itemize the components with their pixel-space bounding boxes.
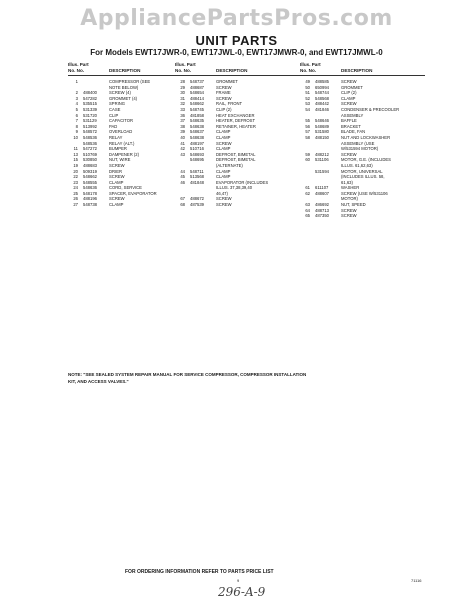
illus-number: 9 bbox=[75, 129, 78, 135]
illus-number: 64 bbox=[305, 207, 310, 213]
part-description: CLAMP bbox=[216, 129, 231, 135]
part-number: 486692 bbox=[315, 202, 329, 208]
part-number: 488687 bbox=[190, 84, 204, 90]
part-description: BUMPER bbox=[109, 146, 127, 152]
illus-number: 30 bbox=[180, 90, 185, 96]
illus-number: 1 bbox=[75, 79, 78, 84]
part-description: BAFFLE bbox=[341, 118, 357, 124]
parts-rows bbox=[175, 79, 315, 208]
illus-number: 37 bbox=[180, 118, 185, 124]
part-description: MOTOR) bbox=[341, 196, 358, 202]
part-description: SCREW bbox=[216, 196, 232, 202]
part-number: 488414 bbox=[190, 95, 204, 101]
part-description: RETAINER, HEATER bbox=[216, 123, 256, 129]
part-number: 548536 bbox=[83, 134, 97, 140]
part-number: 488607 bbox=[315, 190, 329, 196]
part-number: 509319 bbox=[83, 168, 97, 174]
part-number: 531594 bbox=[315, 168, 329, 174]
illus-number: 19 bbox=[73, 162, 78, 168]
part-description: FRAME bbox=[216, 90, 231, 96]
column-header bbox=[175, 62, 315, 79]
part-number: 548636 bbox=[83, 185, 97, 191]
illus-number: 2 bbox=[75, 90, 78, 96]
part-description: 46,47) bbox=[216, 190, 228, 196]
illus-number: 3 bbox=[75, 95, 78, 101]
part-description: CLAMP bbox=[216, 174, 231, 180]
part-number: 488672 bbox=[190, 196, 204, 202]
part-number: 548637 bbox=[190, 129, 204, 135]
illus-number: 60 bbox=[305, 157, 310, 163]
part-number: 513568 bbox=[190, 174, 204, 180]
part-description: NUT AND LOCKWASHER bbox=[341, 134, 391, 140]
illus-number: 65 bbox=[305, 213, 310, 219]
header-line2: No. No. bbox=[300, 68, 317, 73]
illus-number: 43 bbox=[180, 151, 185, 157]
part-description: SCREW (USE W/531106 bbox=[341, 190, 388, 196]
header-description: DESCRIPTION bbox=[109, 68, 141, 73]
part-description: CASE bbox=[109, 106, 121, 112]
part-number: 531129 bbox=[83, 118, 97, 124]
illus-number: 57 bbox=[305, 129, 310, 135]
part-description: SCREW bbox=[216, 202, 232, 208]
part-description: (INCLUDES ILLUS. 58, bbox=[341, 174, 385, 180]
parts-column-2 bbox=[175, 62, 315, 208]
illus-number: 52 bbox=[305, 95, 310, 101]
part-number: 548745 bbox=[190, 106, 204, 112]
part-description: DRIER bbox=[109, 168, 123, 174]
part-number: 611107 bbox=[315, 185, 329, 191]
part-number: 531106 bbox=[315, 157, 329, 163]
part-description: COMPRESSOR (SEE bbox=[109, 79, 151, 84]
part-number: 487350 bbox=[315, 213, 329, 219]
part-number: 488196 bbox=[83, 196, 97, 202]
part-description: CLAMP bbox=[341, 95, 356, 101]
illus-number: 54 bbox=[305, 106, 310, 112]
part-number: 548662 bbox=[190, 101, 204, 107]
illus-number: 20 bbox=[73, 168, 78, 174]
part-description: SCREW bbox=[216, 140, 232, 146]
part-description: CLIP (2) bbox=[341, 90, 357, 96]
part-number: 548737 bbox=[190, 79, 204, 84]
illus-number: 40 bbox=[180, 134, 185, 140]
part-number: 548744 bbox=[315, 90, 329, 96]
part-description: CLAMP bbox=[216, 168, 231, 174]
illus-number: 13 bbox=[73, 151, 78, 157]
part-number: 513992 bbox=[83, 123, 97, 129]
illus-number: 63 bbox=[305, 202, 310, 208]
part-description: ILLUS. 61,62,63) bbox=[341, 162, 373, 168]
part-description: WASHER bbox=[341, 185, 360, 191]
page-title: UNIT PARTS bbox=[195, 33, 278, 48]
part-description: NUT, SPEED bbox=[341, 202, 366, 208]
illus-number: 59 bbox=[305, 151, 310, 157]
illus-number: 25 bbox=[73, 190, 78, 196]
part-description: RELAY bbox=[109, 134, 123, 140]
part-description: SCREW bbox=[109, 162, 125, 168]
illus-number: 53 bbox=[305, 101, 310, 107]
illus-number: 46 bbox=[180, 179, 185, 185]
part-number: 510769 bbox=[83, 151, 97, 157]
part-number: 548568 bbox=[315, 95, 329, 101]
header-rule bbox=[300, 75, 425, 76]
header-description: DESCRIPTION bbox=[341, 68, 373, 73]
page-number: 9 bbox=[237, 578, 240, 583]
part-number: 481858 bbox=[190, 112, 204, 118]
part-number: 548638 bbox=[190, 134, 204, 140]
part-description: SPACER, EVAPORATOR bbox=[109, 190, 157, 196]
document-code: 71116 bbox=[411, 578, 422, 583]
header-description: DESCRIPTION bbox=[216, 68, 248, 73]
part-description: SCREW bbox=[216, 84, 232, 90]
illus-number: 24 bbox=[73, 185, 78, 191]
part-number: 548635 bbox=[190, 118, 204, 124]
part-description: DEFROST, BIMETAL bbox=[216, 157, 256, 163]
illus-number: 6 bbox=[75, 112, 78, 118]
part-number: 530850 bbox=[83, 157, 97, 163]
part-description: SCREW bbox=[341, 79, 357, 84]
part-description: SPRING bbox=[109, 101, 126, 107]
part-number: 488400 bbox=[83, 90, 97, 96]
part-description: ASSEMBLY bbox=[341, 112, 364, 118]
part-description: GROMMET bbox=[341, 84, 363, 90]
part-number: 548178 bbox=[83, 190, 97, 196]
part-number: 548689 bbox=[315, 123, 329, 129]
illus-number: 51 bbox=[305, 90, 310, 96]
part-description: GROMMET bbox=[216, 79, 238, 84]
part-description: DAMPENER (2) bbox=[109, 151, 140, 157]
part-number: 548654 bbox=[190, 90, 204, 96]
illus-number: 56 bbox=[305, 123, 310, 129]
part-number: 548572 bbox=[83, 129, 97, 135]
part-number: 487539 bbox=[190, 202, 204, 208]
part-description: SCREW (4) bbox=[109, 90, 131, 96]
table-row bbox=[300, 213, 440, 219]
handwritten-note: 296-A-9 bbox=[218, 585, 266, 599]
part-number: 548638 bbox=[190, 123, 204, 129]
illus-number: 4 bbox=[75, 101, 78, 107]
part-description: MOTOR, UNIVERSAL bbox=[341, 168, 383, 174]
part-description: CLIP (2) bbox=[216, 106, 232, 112]
part-description: (ALTERNATE) bbox=[216, 162, 243, 168]
part-description: HEATER, DEFROST bbox=[216, 118, 256, 124]
part-description: CLAMP bbox=[216, 146, 231, 152]
illus-number: 44 bbox=[180, 168, 185, 174]
part-number: 488197 bbox=[190, 140, 204, 146]
part-number: 548646 bbox=[315, 118, 329, 124]
part-description: CONDENSER & PRECOOLER bbox=[341, 106, 400, 112]
illus-number: 61 bbox=[305, 185, 310, 191]
part-description: BLADE, FAN bbox=[341, 129, 366, 135]
illus-number: 23 bbox=[73, 179, 78, 185]
part-description: MOTOR, G.E. (INCLUDES bbox=[341, 157, 391, 163]
part-description: W/531594 MOTOR) bbox=[341, 146, 379, 152]
part-description: PAD bbox=[109, 123, 118, 129]
illus-number: 68 bbox=[180, 202, 185, 208]
illus-number: 26 bbox=[73, 196, 78, 202]
part-number: 488585 bbox=[315, 79, 329, 84]
part-description: DEFROST, BIMETAL bbox=[216, 151, 256, 157]
part-number: 488442 bbox=[315, 101, 329, 107]
part-number: 548738 bbox=[83, 202, 97, 208]
part-description: EVAPORATOR (INCLUDES bbox=[216, 179, 269, 185]
illus-number: 50 bbox=[305, 84, 310, 90]
part-number: 548693 bbox=[190, 151, 204, 157]
part-description: HEAT EXCHANGER bbox=[216, 112, 255, 118]
illus-number: 45 bbox=[180, 174, 185, 180]
watermark: AppliancePartsPros.com bbox=[80, 6, 393, 31]
illus-number: 11 bbox=[73, 146, 78, 152]
part-number: 650994 bbox=[315, 84, 329, 90]
illus-number: 58 bbox=[305, 134, 310, 140]
part-number: 531720 bbox=[83, 112, 97, 118]
part-description: CLIP bbox=[109, 112, 119, 118]
header-line1: Illus. Part bbox=[300, 62, 321, 67]
part-description: CLAMP bbox=[109, 179, 124, 185]
part-description: CLAMP bbox=[109, 202, 124, 208]
illus-number: 22 bbox=[73, 174, 78, 180]
part-description: ILLUS. 37,38,39,40 bbox=[216, 185, 253, 191]
illus-number: 62 bbox=[305, 190, 310, 196]
illus-number: 42 bbox=[180, 146, 185, 152]
part-number: 481846 bbox=[315, 106, 329, 112]
part-description: OVERLOAD bbox=[109, 129, 133, 135]
part-number: 548662 bbox=[83, 174, 97, 180]
part-description: SCREW bbox=[341, 213, 357, 219]
sealed-system-note bbox=[68, 371, 408, 385]
illus-number: 10 bbox=[73, 134, 78, 140]
part-number: 535515 bbox=[83, 101, 97, 107]
illus-number: 38 bbox=[180, 123, 185, 129]
part-number: 548555 bbox=[83, 179, 97, 185]
illus-number: 36 bbox=[180, 112, 185, 118]
part-description: RAIL, FRONT bbox=[216, 101, 243, 107]
header-line1: Illus. Part bbox=[68, 62, 89, 67]
part-number: 488150 bbox=[315, 134, 329, 140]
table-row bbox=[175, 202, 315, 208]
part-number: 488212 bbox=[315, 151, 329, 157]
part-description: NUT, WIRE bbox=[109, 157, 131, 163]
part-description: SCREW bbox=[109, 196, 125, 202]
illus-number: 7 bbox=[75, 118, 78, 124]
part-description: CLAMP bbox=[216, 134, 231, 140]
part-description: NOTE BELOW) bbox=[109, 84, 139, 90]
part-number: 510716 bbox=[190, 146, 204, 152]
illus-number: 29 bbox=[180, 84, 185, 90]
part-number: 548711 bbox=[190, 168, 204, 174]
illus-number: 33 bbox=[180, 106, 185, 112]
part-description: 61,63) bbox=[341, 179, 353, 185]
illus-number: 8 bbox=[75, 123, 78, 129]
part-description: GROMMET (4) bbox=[109, 95, 138, 101]
header-line1: Illus. Part bbox=[175, 62, 196, 67]
ordering-footer: FOR ORDERING INFORMATION REFER TO PARTS PRICE LIST bbox=[125, 569, 274, 575]
part-number: 481848 bbox=[190, 179, 204, 185]
page-subtitle: For Models EWT17JWR-0, EWT17JWL-0, EWT17JMWR-0, and EWT17JMWL-0 bbox=[90, 48, 383, 57]
note-line: NOTE: "SEE SEALED SYSTEM REPAIR MANUAL FOR SERVICE COMPRESSOR, COMPRESSOR INSTALLATION bbox=[68, 372, 307, 377]
illus-number: 31 bbox=[180, 95, 185, 101]
part-description: BRACKET bbox=[341, 123, 361, 129]
illus-number: 32 bbox=[180, 101, 185, 107]
part-description: ASSEMBLY (USE bbox=[341, 140, 375, 146]
part-description: SCREW bbox=[216, 95, 232, 101]
illus-number: 41 bbox=[180, 140, 185, 146]
parts-rows bbox=[300, 79, 440, 219]
illus-number: 27 bbox=[73, 202, 78, 208]
illus-number: 67 bbox=[180, 196, 185, 202]
illus-number: 55 bbox=[305, 118, 310, 124]
part-description: SCREW bbox=[341, 151, 357, 157]
part-description: SCREW bbox=[109, 174, 125, 180]
part-description: CORD, SERVICE bbox=[109, 185, 142, 191]
part-number: 531339 bbox=[83, 106, 97, 112]
part-number: 548695 bbox=[190, 157, 204, 163]
illus-number: 39 bbox=[180, 129, 185, 135]
part-description: CAPACITOR bbox=[109, 118, 134, 124]
header-rule bbox=[175, 75, 300, 76]
part-number: 531580 bbox=[315, 129, 329, 135]
part-number: 488713 bbox=[315, 207, 329, 213]
header-line2: No. No. bbox=[175, 68, 192, 73]
illus-number: 5 bbox=[75, 106, 78, 112]
header-line2: No. No. bbox=[68, 68, 85, 73]
illus-number: 15 bbox=[73, 157, 78, 163]
parts-column-3 bbox=[300, 62, 440, 219]
part-description: SCREW bbox=[341, 207, 357, 213]
part-number: 547282 bbox=[83, 95, 97, 101]
illus-number: 49 bbox=[305, 79, 310, 84]
part-description: RELAY (ALT.) bbox=[109, 140, 135, 146]
illus-number: 28 bbox=[180, 79, 185, 84]
part-number: 548536 bbox=[83, 140, 97, 146]
part-description: SCREW bbox=[341, 101, 357, 107]
column-header bbox=[300, 62, 440, 79]
part-number: 488683 bbox=[83, 162, 97, 168]
part-number: 547272 bbox=[83, 146, 97, 152]
note-line: KIT, AND ACCESS VALVES." bbox=[68, 379, 129, 384]
